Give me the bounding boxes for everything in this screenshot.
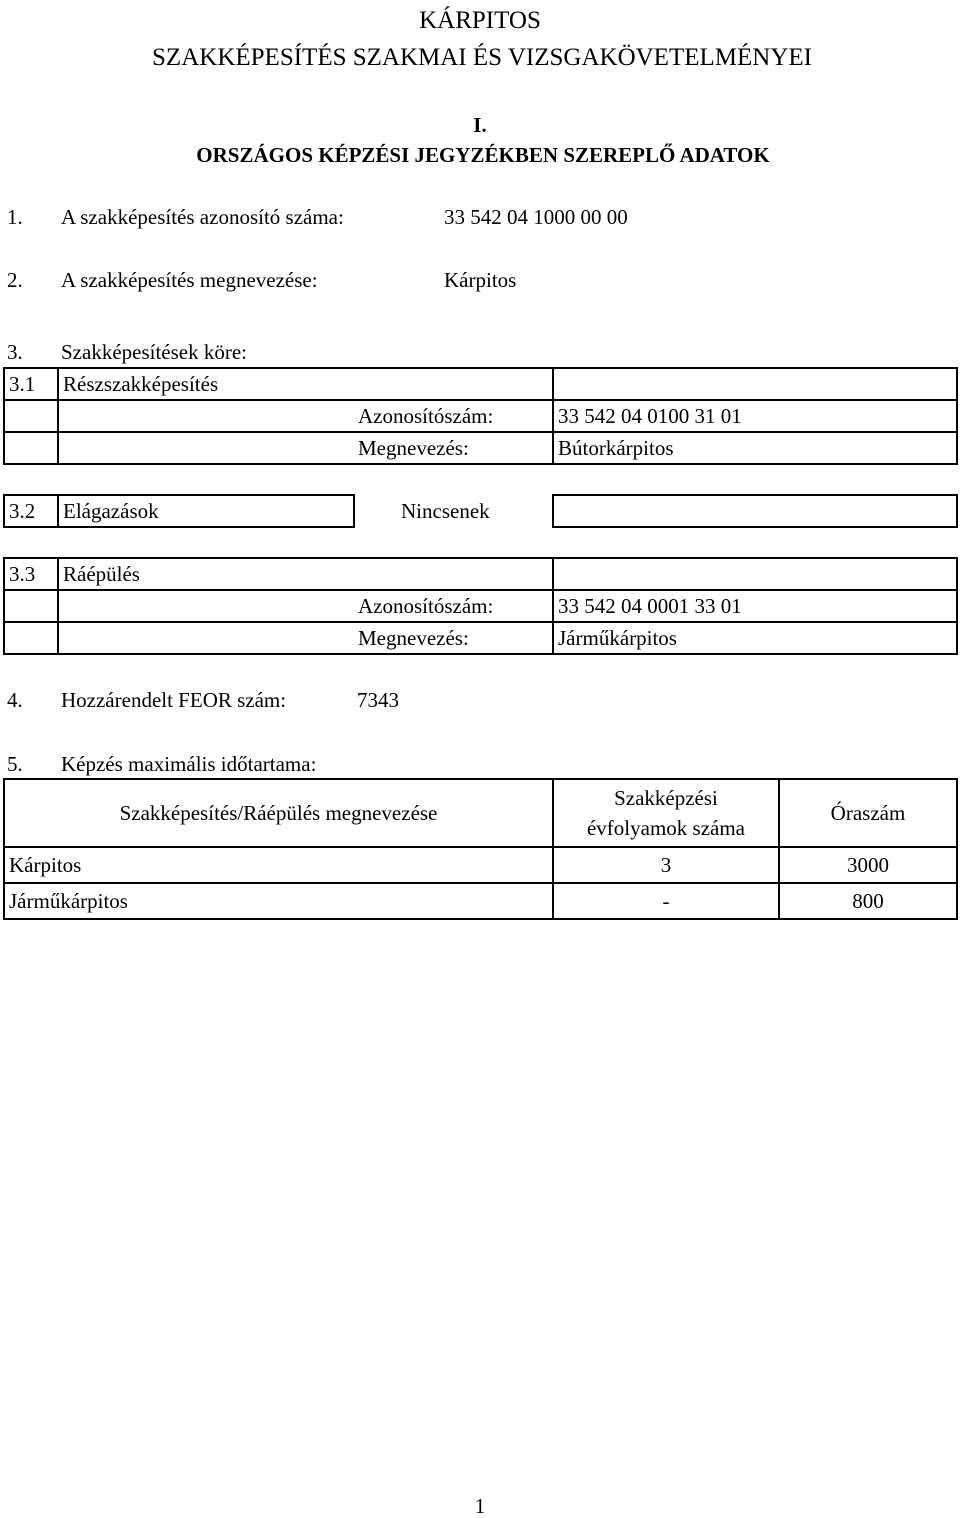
row-1-years: 3 xyxy=(553,847,779,883)
t33-name-value: Járműkárpitos xyxy=(553,622,957,654)
header-years-line-1: Szakképzési xyxy=(614,785,718,810)
t33-id-value: 33 542 04 0001 33 01 xyxy=(553,590,957,622)
t33-id-label: Azonosítószám: xyxy=(354,590,553,622)
header-years-line-2: évfolyamok száma xyxy=(586,816,746,840)
t33-number: 3.3 xyxy=(4,558,58,590)
section-title: ORSZÁGOS KÉPZÉSI JEGYZÉKBEN SZEREPLŐ ADATOK xyxy=(196,143,770,167)
item-5-label: Képzés maximális időtartama: xyxy=(61,752,317,776)
item-2-label: A szakképesítés megnevezése: xyxy=(61,268,318,292)
item-4-number: 4. xyxy=(7,688,23,712)
t32-number: 3.2 xyxy=(4,495,58,527)
item-2-value: Kárpitos xyxy=(444,268,517,292)
header-years xyxy=(553,779,779,847)
table-3-3 xyxy=(3,557,958,655)
t31-name-value: Bútorkárpitos xyxy=(553,432,957,464)
item-4-label: Hozzárendelt FEOR szám: xyxy=(61,688,287,712)
item-4-value: 7343 xyxy=(357,688,399,712)
row-2-hours: 800 xyxy=(779,883,957,919)
t31-id-value: 33 542 04 0100 31 01 xyxy=(553,400,957,432)
header-name: Szakképesítés/Ráépülés megnevezése xyxy=(4,779,553,847)
title-line-1: KÁRPITOS xyxy=(419,7,541,34)
row-1-hours: 3000 xyxy=(779,847,957,883)
item-1-number: 1. xyxy=(7,205,23,229)
row-2-name: Járműkárpitos xyxy=(4,883,553,919)
section-number: I. xyxy=(473,113,487,137)
item-2-number: 2. xyxy=(7,268,23,292)
t33-name-label: Megnevezés: xyxy=(354,622,553,654)
t31-id-label: Azonosítószám: xyxy=(354,400,553,432)
table-row xyxy=(4,883,957,919)
item-1-label: A szakképesítés azonosító száma: xyxy=(61,205,344,229)
t31-name-label: Megnevezés: xyxy=(354,432,553,464)
t33-label: Ráépülés xyxy=(58,558,354,590)
item-1-value: 33 542 04 1000 00 00 xyxy=(444,205,628,229)
t31-number: 3.1 xyxy=(4,368,58,400)
title-line-2: SZAKKÉPESÍTÉS SZAKMAI ÉS VIZSGAKÖVETELMÉNYEI xyxy=(152,44,812,71)
duration-table xyxy=(3,778,958,920)
table-3-1 xyxy=(3,367,958,465)
row-2-years: - xyxy=(553,883,779,919)
header-hours: Óraszám xyxy=(779,779,957,847)
t31-label: Részszakképesítés xyxy=(58,368,354,400)
item-3-label: Szakképesítések köre: xyxy=(61,340,248,364)
item-5-number: 5. xyxy=(7,752,23,776)
item-3-number: 3. xyxy=(7,340,23,364)
table-3-2 xyxy=(3,494,958,528)
row-1-name: Kárpitos xyxy=(4,847,553,883)
table-row xyxy=(4,847,957,883)
page-number: 1 xyxy=(474,1494,486,1518)
t32-label: Elágazások xyxy=(58,495,354,527)
t32-value: Nincsenek xyxy=(401,498,490,523)
